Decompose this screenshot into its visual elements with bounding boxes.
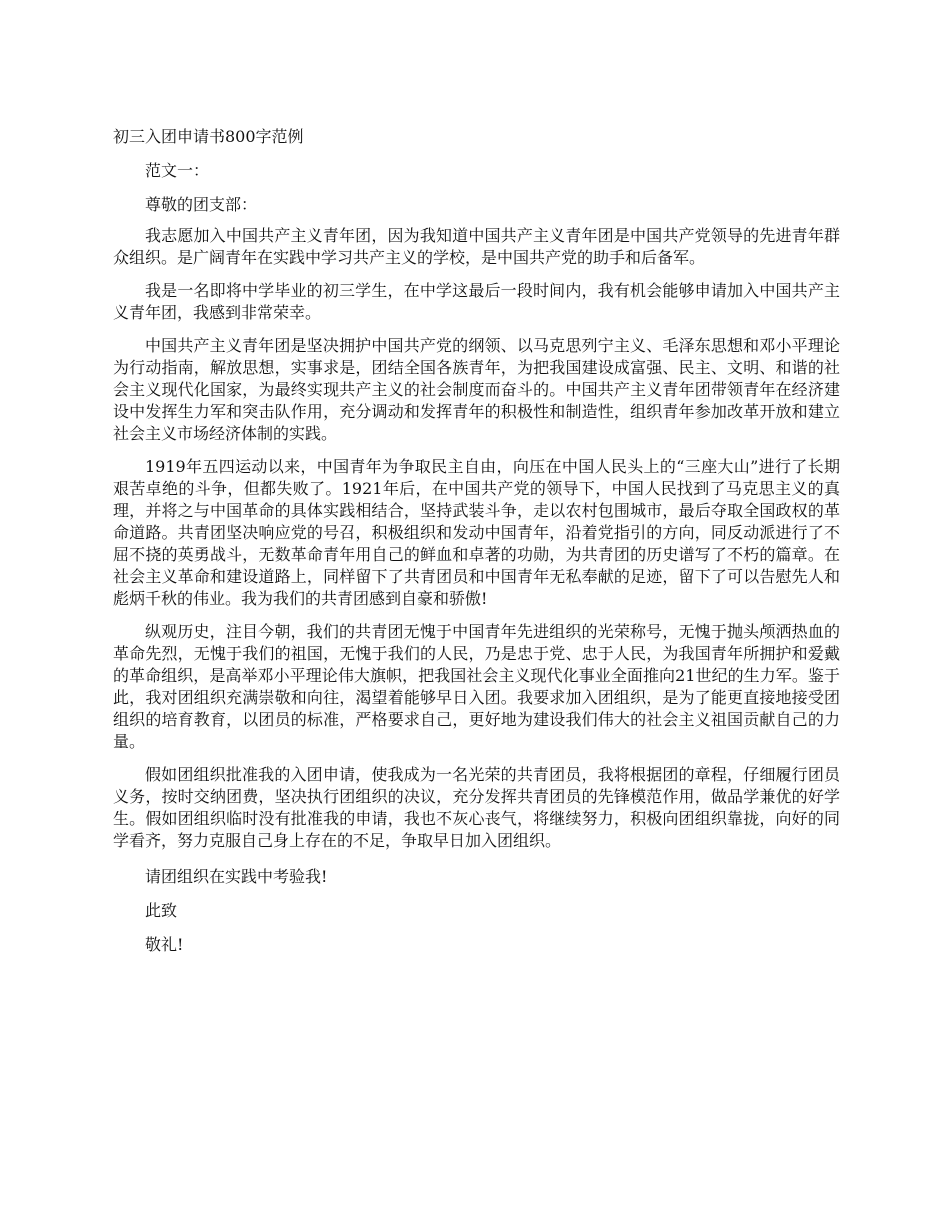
sample-label: 范文一： xyxy=(145,161,210,180)
paragraph-intro: 我志愿加入中国共产主义青年团，因为我知道中国共产主义青年团是中国共产党领导的先进青年群众组织。是广阔青年在实践中学习共产主义的学校，是中国共产党的助手和后备军。 xyxy=(113,226,840,267)
closing-request: 请团组织在实践中考验我! xyxy=(145,867,328,886)
salutation: 尊敬的团支部： xyxy=(145,195,258,214)
paragraph-commitment: 假如团组织批准我的入团申请，使我成为一名光荣的共青团员，我将根据团的章程，仔细履行团员义务，按时交纳团费，坚决执行团组织的决议，充分发挥共青团员的先锋模范作用，做品学兼优的好学生。假如团组织临时没有批准我的申请，我也不灰心丧气，将继续努力，积极向团组织靠拢，向好的同学看齐，努力克服自己身上存在的不足，争取早日加入团组织。 xyxy=(113,765,840,850)
paragraph-league-description: 中国共产主义青年团是坚决拥护中国共产党的纲领、以马克思列宁主义、毛泽东思想和邓小平理论为行动指南，解放思想，实事求是，团结全国各族青年，为把我国建设成富强、民主、文明、和谐的社会主义现代化国家，为最终实现共产主义的社会制度而奋斗的。中国共产主义青年团带领青年在经济建设中发挥生力军和突击队作用，充分调动和发挥青年的积极性和制造性，组织青年参加改革开放和建立社会主义市场经济体制的实践。 xyxy=(113,336,840,443)
closing-jingli: 敬礼! xyxy=(145,935,184,954)
document-title: 初三入团申请书800字范例 xyxy=(113,127,304,146)
document-page xyxy=(113,123,840,965)
paragraph-history: 1919年五四运动以来，中国青年为争取民主自由，向压在中国人民头上的“三座大山”进行了长期艰苦卓绝的斗争，但都失败了。1921年后，在中国共产党的领导下，中国人民找到了马克思主义的真理，并将之与中国革命的具体实践相结合，坚持武装斗争，走以农村包围城市，最后夺取全国政权的革命道路。共青团坚决响应党的号召，积极组织和发动中国青年，沿着党指引的方向，同反动派进行了不屈不挠的英勇战斗，无数革命青年用自己的鲜血和卓著的功勋，为共青团的历史谱写了不朽的篇章。在社会主义革命和建设道路上，同样留下了共青团员和中国青年无私奉献的足迹，留下了可以告慰先人和彪炳千秋的伟业。我为我们的共青团感到自豪和骄傲! xyxy=(113,457,840,608)
paragraph-present: 纵观历史，注目今朝，我们的共青团无愧于中国青年先进组织的光荣称号，无愧于抛头颅洒热血的革命先烈，无愧于我们的祖国，无愧于我们的人民，乃是忠于党、忠于人民，为我国青年所拥护和爱戴的革命组织，是高举邓小平理论伟大旗帜，把我国社会主义现代化事业全面推向21世纪的生力军。鉴于此，我对团组织充满崇敬和向往，渴望着能够早日入团。我要求加入团组织，是为了能更直接地接受团组织的培育教育，以团员的标准，严格要求自己，更好地为建设我们伟大的社会主义祖国贡献自己的力量。 xyxy=(113,622,840,751)
paragraph-self: 我是一名即将中学毕业的初三学生，在中学这最后一段时间内，我有机会能够申请加入中国共产主义青年团，我感到非常荣幸。 xyxy=(113,281,840,322)
closing-cizhi: 此致 xyxy=(145,901,178,920)
